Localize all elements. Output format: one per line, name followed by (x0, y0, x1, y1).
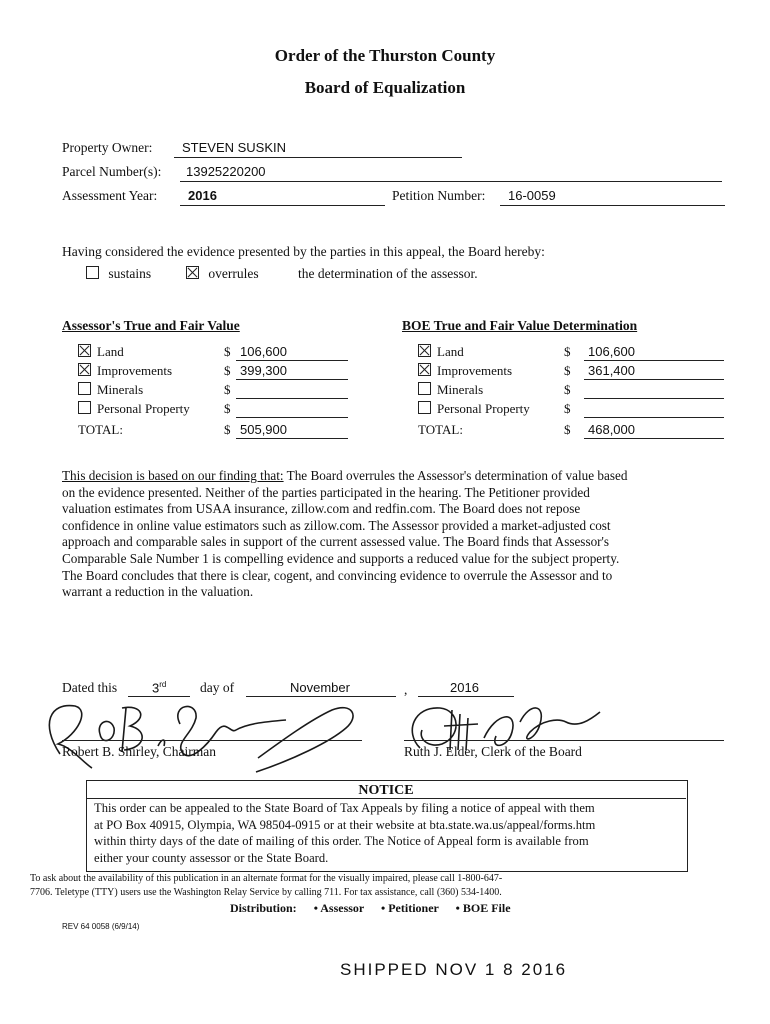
decision-line: on the evidence presented. Neither of the parties participated in the hearing. The Petitioner provided (62, 484, 590, 500)
improvements-checkbox[interactable] (418, 363, 431, 376)
minerals-checkbox[interactable] (78, 382, 91, 395)
sustains-option (86, 266, 151, 282)
value-underline (236, 438, 348, 439)
row-label: Minerals (97, 382, 144, 397)
improvements-value: 361,400 (588, 363, 635, 378)
value-underline (584, 360, 724, 361)
row-label: Improvements (437, 363, 513, 378)
value-underline (584, 398, 724, 399)
decision-line: The Board concludes that there is clear, cogent, and convincing evidence to overrule the Assessor and to (62, 567, 613, 583)
notice-divider (86, 798, 686, 799)
value-underline (236, 417, 348, 418)
notice-heading: NOTICE (358, 783, 414, 798)
parcel-value: 13925220200 (186, 164, 266, 179)
determination-intro: Having considered the evidence presented by the parties in this appeal, the Board hereby: (62, 244, 545, 259)
notice-line: either your county assessor or the State Board. (94, 850, 329, 865)
chairman-line (62, 740, 362, 741)
decision-line: valuation estimates from USAA insurance, zillow.com and redfin.com. The Board does not repose (62, 501, 581, 517)
land-value: 106,600 (240, 344, 287, 359)
dated-comma: , (404, 682, 408, 697)
owner-label: Property Owner: (62, 140, 153, 155)
value-underline (584, 438, 724, 439)
clerk-line (404, 740, 724, 741)
distribution-item: Petitioner (388, 901, 439, 915)
minerals-checkbox[interactable] (418, 382, 431, 395)
value-underline (584, 379, 724, 380)
decision-line: confidence in online value estimators such as zillow.com. The Assessor provided a market-adjusted cost (62, 517, 611, 533)
personal-property-checkbox[interactable] (78, 401, 91, 414)
page-title: Order of the Thurston County (274, 46, 496, 65)
currency-sign: $ (564, 344, 571, 359)
row-label: Land (97, 344, 124, 359)
boe-heading: BOE True and Fair Value Determination (402, 318, 638, 333)
petition-value: 16-0059 (508, 188, 556, 203)
boe-row-improvements (418, 363, 512, 379)
row-label: Improvements (97, 363, 173, 378)
accessibility-line: 7706. Teletype (TTY) users use the Washington Relay Service by calling 711. For tax assistance, call (360) 534-1400. (30, 887, 502, 898)
decision-line: warrant a reduction in the valuation. (62, 584, 254, 600)
boe-row-minerals (418, 382, 483, 398)
dated-middle: day of (200, 680, 235, 695)
sustains-checkbox[interactable] (86, 266, 99, 279)
dated-month: November (290, 680, 350, 695)
assessor-row-improvements (78, 363, 172, 379)
accessibility-line: To ask about the availability of this publication in an alternate format for the visually impaired, please call 1-800-647- (30, 873, 503, 884)
currency-sign: $ (224, 344, 231, 359)
day-suffix: rd (159, 680, 167, 689)
currency-sign: $ (224, 401, 231, 416)
determination-suffix: the determination of the assessor. (298, 266, 478, 281)
currency-sign: $ (564, 363, 571, 378)
bullet-icon: • (381, 901, 386, 915)
notice-text (94, 800, 684, 866)
chairman-name: Robert B. Shirley, Chairman (62, 744, 216, 759)
decision-paragraph (62, 468, 732, 601)
decision-lead: This decision is based on our finding that: (62, 468, 284, 483)
owner-value: STEVEN SUSKIN (182, 140, 287, 155)
assessor-heading: Assessor's True and Fair Value (62, 318, 240, 333)
page-subtitle: Board of Equalization (304, 78, 466, 97)
assessor-total-label: TOTAL: (78, 422, 123, 437)
form-id: REV 64 0058 (6/9/14) (62, 922, 140, 931)
boe-row-personal (418, 401, 530, 417)
decision-line: approach and comparable sales in support of the current assessed value. The Board finds that Assessor's (62, 534, 610, 550)
notice-line: within thirty days of the date of mailing of this order. The Notice of Appeal form is available from (94, 834, 589, 848)
year-underline (180, 205, 385, 206)
assessor-row-minerals (78, 382, 143, 398)
overrules-label: overrules (208, 266, 259, 281)
day-number: 3 (152, 680, 160, 696)
land-value: 106,600 (588, 344, 635, 359)
row-label: Personal Property (97, 401, 190, 416)
decision-line: Comparable Sale Number 1 is compelling evidence and supports a reduced value for the subject property. (62, 550, 620, 566)
currency-sign: $ (224, 382, 231, 397)
row-label: Minerals (437, 382, 484, 397)
year-label: Assessment Year: (62, 188, 158, 203)
overrules-checkbox[interactable] (186, 266, 199, 279)
value-underline (236, 379, 348, 380)
land-checkbox[interactable] (78, 344, 91, 357)
value-underline (236, 360, 348, 361)
petition-underline (500, 205, 725, 206)
overrules-option (186, 266, 259, 282)
dated-year: 2016 (450, 680, 479, 695)
land-checkbox[interactable] (418, 344, 431, 357)
distribution-item: BOE File (462, 901, 511, 915)
owner-underline (174, 157, 462, 158)
total-value: 505,900 (240, 422, 287, 437)
row-label: Personal Property (437, 401, 530, 416)
assessor-row-land (78, 344, 124, 360)
personal-property-checkbox[interactable] (418, 401, 431, 414)
distribution-label: Distribution: (230, 901, 297, 915)
currency-sign: $ (564, 401, 571, 416)
year-value: 2016 (188, 188, 217, 203)
notice-line: This order can be appealed to the State Board of Tax Appeals by filing a notice of appeal with them (94, 801, 595, 815)
bullet-icon: • (313, 901, 318, 915)
currency-sign: $ (564, 382, 571, 397)
decision-text: The Board overrules the Assessor's determination of value based (286, 468, 628, 483)
accessibility-note (30, 872, 730, 900)
currency-sign: $ (564, 422, 571, 437)
improvements-checkbox[interactable] (78, 363, 91, 376)
clerk-name: Ruth J. Elder, Clerk of the Board (404, 744, 582, 759)
assessor-row-personal (78, 401, 190, 417)
parcel-underline (180, 181, 722, 182)
chairman-signature (30, 694, 370, 778)
distribution-row (230, 901, 511, 916)
boe-row-land (418, 344, 464, 360)
decision-line-1 (62, 468, 732, 485)
boe-total-label: TOTAL: (418, 422, 463, 437)
total-value: 468,000 (588, 422, 635, 437)
petition-label: Petition Number: (392, 188, 486, 203)
currency-sign: $ (224, 363, 231, 378)
shipped-stamp: SHIPPED NOV 1 8 2016 (340, 960, 568, 979)
notice-line: at PO Box 40915, Olympia, WA 98504-0915 or at their website at bta.state.wa.us/appeal/forms.htm (94, 817, 596, 832)
sustains-label: sustains (108, 266, 152, 281)
distribution-item: Assessor (320, 901, 365, 915)
improvements-value: 399,300 (240, 363, 287, 378)
bullet-icon: • (455, 901, 460, 915)
value-underline (584, 417, 724, 418)
value-underline (236, 398, 348, 399)
dated-prefix: Dated this (62, 680, 118, 695)
row-label: Land (437, 344, 464, 359)
parcel-label: Parcel Number(s): (62, 164, 162, 179)
currency-sign: $ (224, 422, 231, 437)
